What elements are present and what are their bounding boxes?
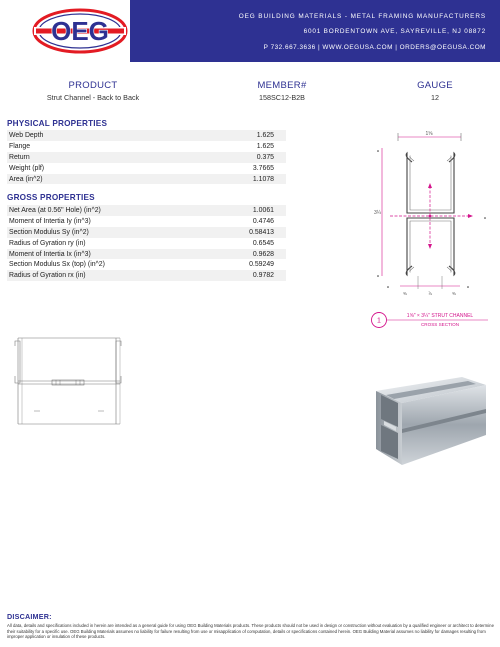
company-contact: P 732.667.3636 | WWW.OEGUSA.COM | ORDERS@OEGUSA.COM bbox=[263, 44, 486, 51]
company-tagline: OEG BUILDING MATERIALS - METAL FRAMING MANUFACTURERS bbox=[238, 13, 486, 20]
property-value: 0.58413 bbox=[249, 228, 274, 236]
property-value: 0.9628 bbox=[252, 250, 274, 258]
member-value: 158SC12-B2B bbox=[259, 93, 305, 102]
dim-width: 1⅝ bbox=[425, 131, 433, 137]
dim-slot: ⅞ bbox=[428, 291, 432, 296]
property-row bbox=[7, 227, 286, 238]
physical-properties-title: PHYSICAL PROPERTIES bbox=[7, 119, 108, 128]
property-row bbox=[7, 249, 286, 260]
logo-text: OEG bbox=[51, 16, 109, 46]
property-value: 3.7665 bbox=[252, 164, 274, 172]
gross-properties-table bbox=[7, 205, 286, 281]
property-label: Weight (plf) bbox=[9, 164, 45, 172]
property-row bbox=[7, 216, 286, 227]
property-value: 1.0061 bbox=[252, 206, 274, 214]
cross-section-drawing bbox=[360, 126, 490, 306]
page-header bbox=[0, 0, 500, 62]
member-column bbox=[232, 80, 332, 102]
property-row bbox=[7, 270, 286, 281]
property-row bbox=[7, 238, 286, 249]
property-label: Net Area (at 0.56" Hole) (in^2) bbox=[9, 206, 101, 214]
dim-return-left: ⅜ bbox=[403, 291, 407, 296]
property-label: Section Modulus Sy (in^2) bbox=[9, 228, 89, 236]
property-label: Flange bbox=[9, 142, 31, 150]
gauge-column bbox=[400, 80, 470, 102]
property-label: Area (in^2) bbox=[9, 175, 43, 183]
property-row bbox=[7, 259, 286, 270]
property-label: Radius of Gyration rx (in) bbox=[9, 272, 86, 280]
disclaimer-section bbox=[7, 612, 495, 640]
front-view-drawing bbox=[12, 328, 124, 426]
property-row bbox=[7, 130, 286, 141]
property-value: 0.6545 bbox=[252, 239, 274, 247]
property-label: Return bbox=[9, 153, 30, 161]
dim-return-right: ⅜ bbox=[452, 291, 456, 296]
disclaimer-text: All data, details and specifications included in herein are intended as a general guide for using OEG Building Materials products. These products should not be used in design or construction without evaluation by a qualified engineer or architect to determine their suitability for a specific use. OEG Building Materials assumes no liability for failure resulting from use or misapplication of computation, details or specifications contained herein. OEG Building Material assumes no liability for damages resulting from improper application or insulation of these products. bbox=[7, 623, 494, 640]
property-value: 1.625 bbox=[256, 131, 274, 139]
product-render-image bbox=[372, 375, 490, 467]
physical-properties-table bbox=[7, 130, 286, 184]
property-value: 0.59249 bbox=[249, 261, 274, 269]
disclaimer-title: DISCAIMER: bbox=[7, 612, 52, 621]
property-label: Radius of Gyration ry (in) bbox=[9, 239, 86, 247]
property-label: Moment of Intertia Ix (in^3) bbox=[9, 250, 91, 258]
callout-subtitle: CROSS SECTION bbox=[420, 322, 460, 327]
property-row bbox=[7, 174, 286, 185]
gauge-label: GAUGE bbox=[417, 80, 453, 91]
member-label: MEMBER# bbox=[257, 80, 307, 91]
oeg-logo bbox=[32, 8, 128, 54]
cross-section-callout bbox=[370, 309, 490, 331]
product-column bbox=[18, 80, 168, 102]
property-value: 1.625 bbox=[256, 142, 274, 150]
product-label: PRODUCT bbox=[68, 80, 118, 91]
property-value: 0.4746 bbox=[252, 217, 274, 225]
property-row bbox=[7, 163, 286, 174]
property-row bbox=[7, 152, 286, 163]
property-label: Web Depth bbox=[9, 131, 44, 139]
property-value: 1.1078 bbox=[252, 175, 274, 183]
gross-properties-title: GROSS PROPERTIES bbox=[7, 193, 95, 202]
property-value: 0.9782 bbox=[252, 272, 274, 280]
property-label: Section Modulus Sx (top) (in^2) bbox=[9, 261, 105, 269]
property-label: Moment of Intertia Iy (in^3) bbox=[9, 217, 91, 225]
property-row bbox=[7, 141, 286, 152]
dim-height: 3¼ bbox=[374, 210, 381, 216]
property-row bbox=[7, 205, 286, 216]
callout-number: 1 bbox=[377, 317, 381, 325]
callout-title: 1⅝" × 3¼" STRUT CHANNEL bbox=[406, 313, 474, 319]
property-value: 0.375 bbox=[256, 153, 274, 161]
gauge-value: 12 bbox=[431, 93, 439, 102]
company-address: 6001 BORDENTOWN AVE, SAYREVILLE, NJ 08872 bbox=[303, 28, 486, 35]
product-value: Strut Channel - Back to Back bbox=[46, 93, 140, 102]
